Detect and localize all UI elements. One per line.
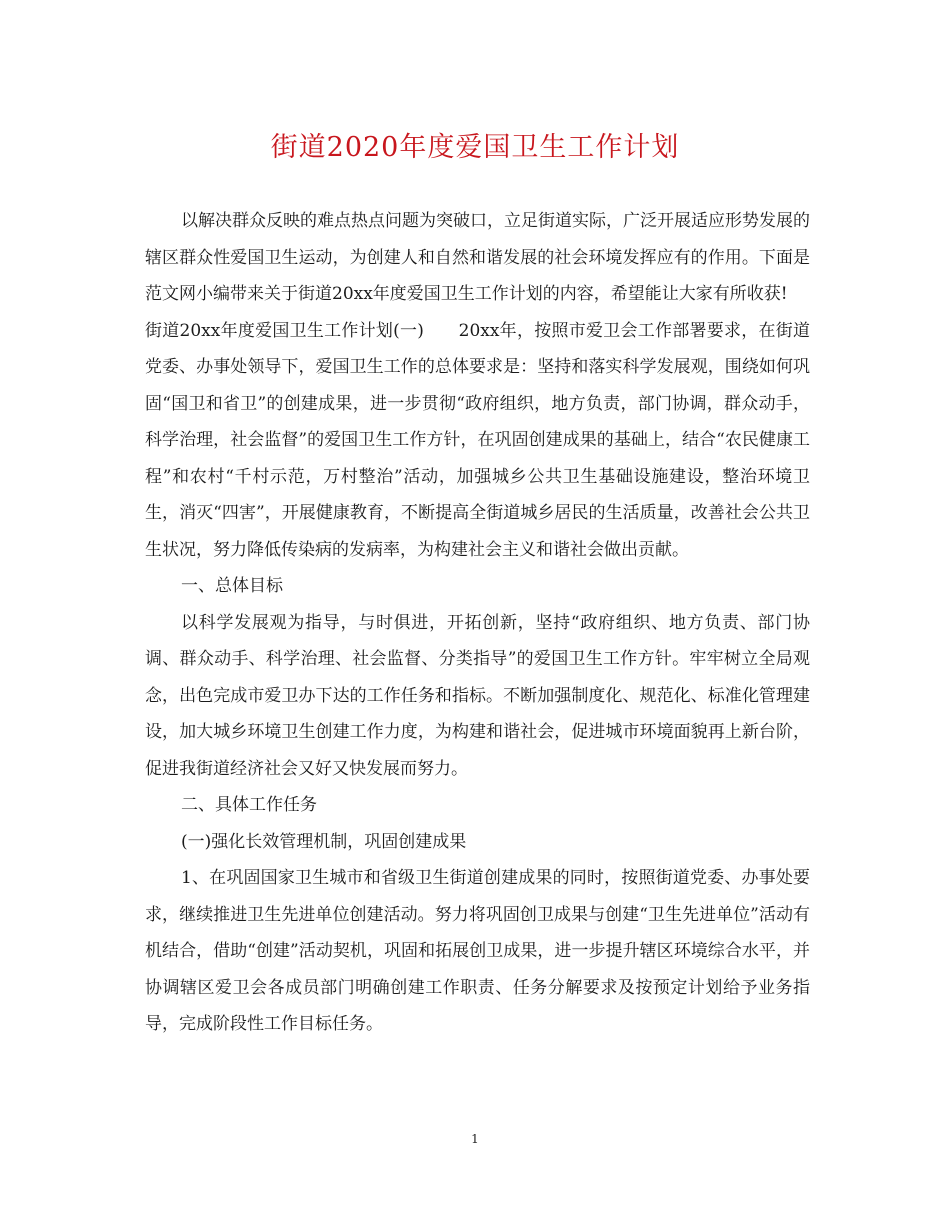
document-body — [145, 203, 810, 1043]
section-heading-overall-goal: 一、总体目标 — [181, 576, 283, 596]
intro-paragraph: 以解决群众反映的难点热点问题为突破口，立足街道实际，广泛开展适应形势发展的辖区群众性爱国卫生运动，为创建人和自然和谐发展的社会环境发挥应有的作用。下面是范文网小编带来关于街道20xx年度爱国卫生工作计划的内容，希望能让大家有所收获! — [145, 211, 810, 304]
section-heading-tasks: 二、具体工作任务 — [181, 795, 317, 815]
page-number: 1 — [471, 1132, 479, 1146]
overall-goal-paragraph: 以科学发展观为指导，与时俱进，开拓创新，坚持“政府组织、地方负责、部门协调、群众动手、科学治理、社会监督、分类指导”的爱国卫生工作方针。牢牢树立全局观念，出色完成市爱卫办下达的工作任务和指标。不断加强制度化、规范化、标准化管理建设，加大城乡环境卫生创建工作力度，为构建和谐社会，促进城市环境面貌再上新台阶，促进我街道经济社会又好又快发展而努力。 — [145, 612, 810, 779]
task-item-1: 1、在巩固国家卫生城市和省级卫生街道创建成果的同时，按照街道党委、办事处要求，继续推进卫生先进单位创建活动。努力将巩固创卫成果与创建“卫生先进单位”活动有机结合，借助“创建”活动契机，巩固和拓展创卫成果，进一步提升辖区环境综合水平，并协调辖区爱卫会各成员部门明确创建工作职责、任务分解要求及按预定计划给予业务指导，完成阶段性工作目标任务。 — [145, 868, 810, 1034]
plan-one-paragraph: 街道20xx年度爱国卫生工作计划(一) 20xx年，按照市爱卫会工作部署要求，在街道党委、办事处领导下，爱国卫生工作的总体要求是：坚持和落实科学发展观，围绕如何巩固“国卫和省卫”的创建成果，进一步贯彻“政府组织，地方负责，部门协调，群众动手，科学治理，社会监督”的爱国卫生工作方针，在巩固创建成果的基础上，结合“农民健康工程”和农村“千村示范，万村整治”活动，加强城乡公共卫生基础设施建设，整治环境卫生，消灭“四害”，开展健康教育，不断提高全街道城乡居民的生活质量，改善社会公共卫生状况，努力降低传染病的发病率，为构建社会主义和谐社会做出贡献。 — [145, 320, 810, 560]
subsection-heading-mechanism: (一)强化长效管理机制，巩固创建成果 — [181, 831, 467, 852]
document-title: 街道2020年度爱国卫生工作计划 — [270, 132, 680, 163]
